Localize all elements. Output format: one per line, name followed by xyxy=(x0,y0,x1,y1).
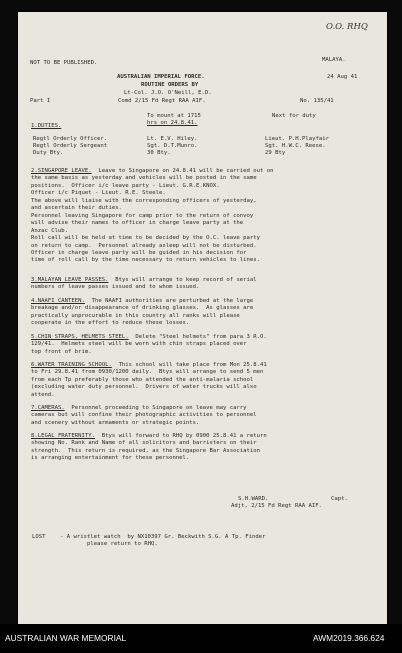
section-heading: 8.LEGAL FRATERNITY. xyxy=(31,433,95,439)
section-line: the same basis as yesterday and vehicles will be posted in the same xyxy=(31,175,257,182)
section-line: breakage and/or disappearance of drinking glasses. As glasses are xyxy=(31,305,254,312)
duty-next: 29 Bty xyxy=(265,150,286,156)
part-label: Part I xyxy=(30,98,51,104)
signature-appointment: Adjt, 2/15 Fd Regt RAA AIF. xyxy=(231,503,322,509)
section-heading: 4.NAAFI CANTEEN. xyxy=(31,298,85,304)
duties-heading: 1.DUTIES. xyxy=(31,123,62,129)
title-regiment: Comd 2/15 Fd Regt RAA AIF. xyxy=(118,98,206,104)
section-line: 129/41. Helmets steel will be worn with chin straps placed over xyxy=(31,341,247,348)
section-line: from each Tp preferably those who attended the anti-malaria school xyxy=(31,376,254,383)
duty-role: Duty Bty. xyxy=(33,150,64,156)
section-line: top front of brim. xyxy=(31,348,92,355)
duty-role: Regtl Orderly Sergeant xyxy=(33,143,108,149)
accession-number: AWM2019.366.624 xyxy=(313,633,385,643)
section-body xyxy=(31,362,267,399)
section-line: Leave to Singapore on 24.8.41 will be carried out on xyxy=(98,168,274,174)
section-line: to Fri 29.8.41 from 0930/1200 daily. Btys will arrange to send 5 men xyxy=(31,369,264,376)
duty-current: Lt. E.V. Hiley. xyxy=(147,136,198,142)
lost-line: - A wristlet watch by NX10397 Gr. Beckwith S.G. A Tp. Finder xyxy=(60,534,266,540)
section-body xyxy=(31,405,257,427)
not-published-note: NOT TO BE PUBLISHED. xyxy=(30,60,98,66)
section-line: Anzac Club. xyxy=(31,227,69,234)
section-line: on return to camp. Personnel already asleep will not be disturbed. xyxy=(31,242,257,249)
section-line: Officer i/c Piquet - Lieut. R.E. Steele. xyxy=(31,190,166,197)
section-heading: 2.SINGAPORE LEAVE. xyxy=(31,168,92,174)
section-body xyxy=(31,277,257,292)
signature-name: S.H.WARD. xyxy=(238,496,269,502)
title-commander: Lt-Col. J.O. O'Neill, E.D. xyxy=(124,90,212,96)
section-line: This school will take place from Mon 25.8.41 xyxy=(118,362,267,368)
section-line: numbers of leave passes issued and to whom issued. xyxy=(31,284,200,291)
section-line: and ascertain their duties. xyxy=(31,205,122,212)
duty-current: Sgt. D.T.Munro. xyxy=(147,143,198,149)
section-line: Delete "Steel helmets" from para 3 R.O. xyxy=(135,334,267,340)
section-line: will advise their names to officer in charge leave party at the xyxy=(31,220,244,227)
section-body xyxy=(31,168,273,265)
signature-rank: Capt. xyxy=(331,496,348,502)
section-body xyxy=(31,298,253,328)
section-line: Personnel leaving Singapore for camp prior to the return of convoy xyxy=(31,212,254,219)
duty-role: Regtl Orderly Officer. xyxy=(33,136,108,142)
order-number: No. 135/41 xyxy=(300,98,334,104)
section-line: The above will liaise with the corresponding officers of yesterday, xyxy=(31,197,257,204)
section-line: attend. xyxy=(31,391,55,398)
section-line: cameras but will confine their photographic activities to personnel xyxy=(31,412,257,419)
section-line: strength. This return is required, as the Singapore Bar Association xyxy=(31,447,261,454)
section-line: The NAAFI authorities are perturbed at the large xyxy=(91,298,254,304)
duty-next: Sgt. H.W.C. Reese. xyxy=(265,143,326,149)
section-line: Btys will forward to RHQ by 0900 25.8.41 a return xyxy=(101,433,267,439)
section-body xyxy=(31,334,267,356)
section-heading: 6.WATER TRAINING SCHOOL. xyxy=(31,362,112,368)
archive-footer xyxy=(0,624,402,653)
section-heading: 7.CAMERAS. xyxy=(31,405,65,411)
section-line: is arranging entertainment for these personnel. xyxy=(31,455,190,462)
section-line: Roll call will be held at time to be decided by the O.C. leave party xyxy=(31,235,261,242)
order-date: 24 Aug 41 xyxy=(327,74,358,80)
section-line: Officer in charge leave party will be guided in his decision for xyxy=(31,249,247,256)
section-body xyxy=(31,433,267,463)
section-line: Personnel proceeding to Singapore on leave may carry xyxy=(71,405,247,411)
section-line: showing No. Rank and Name of all solicitors and barristers on their xyxy=(31,440,257,447)
section-line: time of roll call by the time necessary to return vehicles to lines. xyxy=(31,257,261,264)
location: MALAYA. xyxy=(322,57,346,63)
lost-line: please return to RHQ. xyxy=(87,541,158,547)
duty-current: 30 Bty. xyxy=(147,150,171,156)
section-line: cooperate in the effort to reduce these losses. xyxy=(31,320,190,327)
handwritten-reference: O.O. RHQ xyxy=(326,22,368,32)
institution-name: AUSTRALIAN WAR MEMORIAL xyxy=(5,633,127,643)
lost-label: LOST xyxy=(32,534,46,540)
section-line: positions. Officer i/c leave party - Lieut. G.R.E.KNOX. xyxy=(31,182,220,189)
duty-next: Lieut. P.H.Playfair xyxy=(265,136,329,142)
section-line: practically unprocurable in this country all ranks will please xyxy=(31,312,240,319)
section-heading: 5.CHIN STRAPS, HELMETS STEEL. xyxy=(31,334,129,340)
section-line: Btys will arrange to keep record of serial xyxy=(115,277,257,283)
section-line: (excluding water duty personnel. Drivers of water trucks will also xyxy=(31,384,257,391)
duties-next-header: Next for duty xyxy=(272,113,316,119)
section-heading: 3.MALAYAN LEAVE PASSES. xyxy=(31,277,109,283)
section-line: and scenery without armaments or strategic points. xyxy=(31,419,200,426)
duties-mount: To mount at 1715 xyxy=(147,113,201,119)
title-aif: AUSTRALIAN IMPERIAL FORCE. xyxy=(117,74,205,80)
title-routine-orders: ROUTINE ORDERS BY xyxy=(141,82,199,88)
document-page xyxy=(18,12,387,624)
duties-mount-date: hrs on 24.8.41. xyxy=(147,120,198,126)
